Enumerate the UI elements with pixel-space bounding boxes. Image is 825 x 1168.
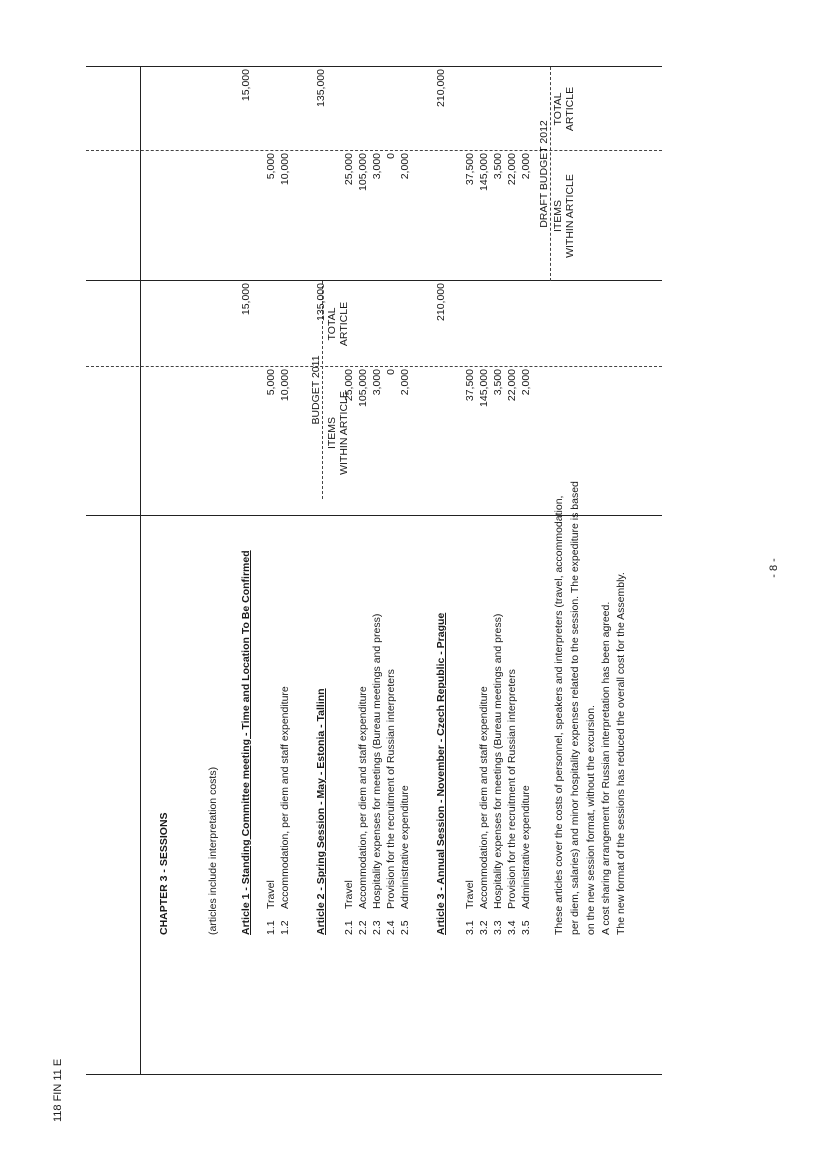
items-header-2012 xyxy=(552,151,576,281)
chapter-subtitle: (articles include interpretation costs) xyxy=(207,766,219,935)
item-label: Hospitality expenses for meetings (Bureau meetings and press) xyxy=(492,613,504,909)
item-number: 1.1 xyxy=(265,920,277,935)
budget-2012-header-rule xyxy=(550,67,551,281)
article-total-2011: 15,000 xyxy=(240,283,252,316)
item-value-2011: 2,000 xyxy=(399,369,411,396)
note-line: The new format of the sessions has reduced the overall cost for the Assembly. xyxy=(615,572,627,935)
total-header-2011 xyxy=(326,281,350,367)
item-value-2011: 25,000 xyxy=(343,369,355,402)
article-title: Article 1 - Standing Committee meeting - Time and Location To Be Confirmed xyxy=(240,550,252,935)
total-header-line2: ARTICLE xyxy=(564,86,576,132)
article-total-2011: 135,000 xyxy=(315,283,327,321)
item-value-2012: 145,000 xyxy=(478,153,490,191)
item-number: 2.2 xyxy=(357,920,369,935)
article-total-2012: 135,000 xyxy=(315,69,327,107)
item-number: 3.5 xyxy=(520,920,532,935)
item-value-2011: 3,500 xyxy=(492,369,504,396)
budget-table xyxy=(86,67,662,1075)
item-number: 2.1 xyxy=(343,920,355,935)
chapter-title: CHAPTER 3 - SESSIONS xyxy=(158,812,170,935)
column-divider-2011-items-total xyxy=(86,366,662,367)
item-label: Administrative expenditure xyxy=(399,785,411,909)
note-line: per diem, salaries) and minor hospitality expenses related to the session. The expediture is based xyxy=(569,481,581,935)
item-value-2012: 3,500 xyxy=(492,153,504,180)
table-header-divider xyxy=(140,67,141,1075)
item-value-2011: 37,500 xyxy=(464,369,476,402)
article-total-2012: 15,000 xyxy=(240,69,252,102)
item-number: 3.1 xyxy=(464,920,476,935)
item-value-2011: 145,000 xyxy=(478,369,490,407)
note-line: These articles cover the costs of personnel, speakers and interpreters (travel, accommodation, xyxy=(553,495,565,935)
item-value-2012: 10,000 xyxy=(279,153,291,186)
items-header-line1: ITEMS xyxy=(552,199,564,233)
article-title: Article 3 - Annual Session - November - Czech Republic - Prague xyxy=(435,612,447,935)
document-reference: 118 FIN 11 E xyxy=(52,1058,64,1122)
article-total-2011: 210,000 xyxy=(435,283,447,321)
item-value-2011: 105,000 xyxy=(357,369,369,407)
item-value-2011: 2,000 xyxy=(520,369,532,396)
item-label: Travel xyxy=(464,880,476,909)
item-label: Administrative expenditure xyxy=(520,785,532,909)
item-label: Travel xyxy=(343,880,355,909)
item-number: 1.2 xyxy=(279,920,291,935)
budget-2011-header: BUDGET 2011 xyxy=(310,355,322,425)
item-value-2012: 25,000 xyxy=(343,153,355,186)
item-value-2012: 0 xyxy=(385,153,397,159)
item-label: Hospitality expenses for meetings (Bureau meetings and press) xyxy=(371,613,383,909)
item-label: Provision for the recruitment of Russian interpreters xyxy=(385,669,397,909)
total-header-line1: TOTAL xyxy=(326,307,338,341)
note-line: A cost sharing arrangement for Russian interpretation has been agreed. xyxy=(600,601,612,935)
item-value-2012: 22,000 xyxy=(506,153,518,186)
item-value-2012: 2,000 xyxy=(520,153,532,180)
item-label: Provision for the recruitment of Russian interpreters xyxy=(506,669,518,909)
table-left-border xyxy=(86,1074,662,1075)
item-value-2012: 5,000 xyxy=(265,153,277,180)
item-label: Accommodation, per diem and staff expenditure xyxy=(279,686,291,909)
item-value-2012: 2,000 xyxy=(399,153,411,180)
item-label: Travel xyxy=(265,880,277,909)
items-header-line1: ITEMS xyxy=(326,416,338,450)
item-value-2011: 0 xyxy=(385,369,397,375)
page-number: - 8 - xyxy=(768,558,780,578)
item-value-2012: 37,500 xyxy=(464,153,476,186)
total-header-2012 xyxy=(552,67,576,151)
item-value-2011: 22,000 xyxy=(506,369,518,402)
items-header-line2: WITHIN ARTICLE xyxy=(564,174,576,258)
article-total-2012: 210,000 xyxy=(435,69,447,107)
article-title: Article 2 - Spring Session - May - Estonia - Tallinn xyxy=(315,688,327,935)
item-value-2011: 3,000 xyxy=(371,369,383,396)
item-value-2012: 105,000 xyxy=(357,153,369,191)
item-number: 2.4 xyxy=(385,920,397,935)
items-header-line2: WITHIN ARTICLE xyxy=(338,391,350,475)
item-label: Accommodation, per diem and staff expenditure xyxy=(478,686,490,909)
draft-budget-2012-header: DRAFT BUDGET 2012 xyxy=(538,120,550,228)
total-header-line1: TOTAL xyxy=(552,92,564,126)
item-value-2011: 10,000 xyxy=(279,369,291,402)
item-value-2012: 3,000 xyxy=(371,153,383,180)
item-number: 2.3 xyxy=(371,920,383,935)
item-number: 3.2 xyxy=(478,920,490,935)
item-value-2011: 5,000 xyxy=(265,369,277,396)
item-label: Accommodation, per diem and staff expenditure xyxy=(357,686,369,909)
item-number: 3.3 xyxy=(492,920,504,935)
total-header-line2: ARTICLE xyxy=(338,301,350,347)
note-line: on the new session format, without the excursion. xyxy=(585,705,597,935)
item-number: 3.4 xyxy=(506,920,518,935)
item-number: 2.5 xyxy=(399,920,411,935)
